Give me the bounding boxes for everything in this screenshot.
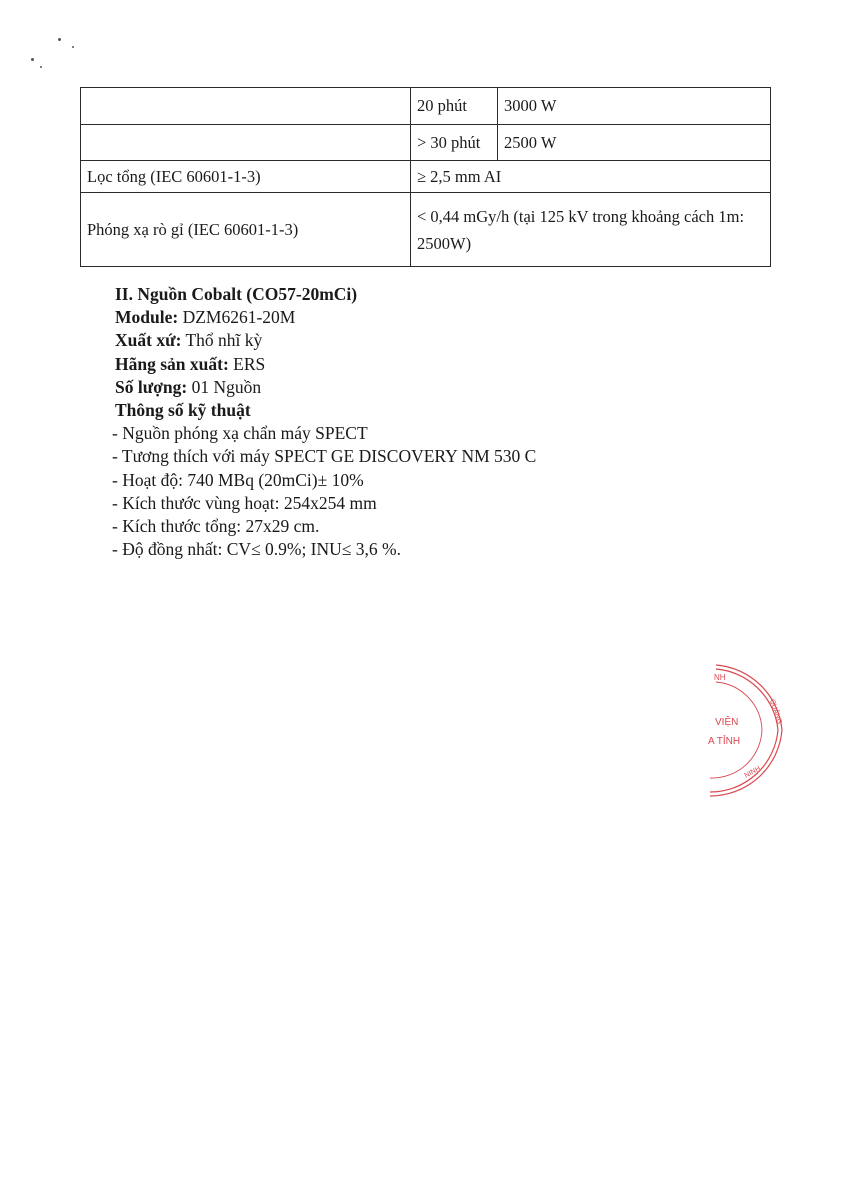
table-row xyxy=(81,193,771,267)
table-cell: < 0,44 mGy/h (tại 125 kV trong khoảng cách 1m: 2500W) xyxy=(411,193,771,267)
seal-text: A TỈNH xyxy=(708,736,741,747)
partial-red-seal xyxy=(700,660,790,800)
module-label: Module: xyxy=(115,307,179,328)
list-item: - Kích thước vùng hoạt: 254x254 mm xyxy=(112,492,377,513)
table-cell: Lọc tổng (IEC 60601-1-3) xyxy=(81,161,411,193)
table-cell: 3000 W xyxy=(498,88,771,125)
table-row xyxy=(81,125,771,161)
table-cell: 20 phút xyxy=(411,88,498,125)
maker-label: Hãng sản xuất: xyxy=(115,353,229,374)
list-item: - Nguồn phóng xạ chẩn máy SPECT xyxy=(112,423,368,444)
seal-text: VIỆN xyxy=(715,717,739,728)
table-row xyxy=(81,161,771,193)
list-item: - Độ đồng nhất: CV≤ 0.9%; INU≤ 3,6 %. xyxy=(112,539,401,560)
maker-value: ERS xyxy=(233,353,266,374)
table-cell: Phóng xạ rò gỉ (IEC 60601-1-3) xyxy=(81,193,411,267)
table-row xyxy=(81,88,771,125)
table-cell: ≥ 2,5 mm AI xyxy=(411,161,771,193)
table-cell: 2500 W xyxy=(498,125,771,161)
quantity-label: Số lượng: xyxy=(115,376,188,397)
scan-speck xyxy=(72,46,74,48)
list-item: - Hoạt độ: 740 MBq (20mCi)± 10% xyxy=(112,469,364,490)
list-item: - Kích thước tổng: 27x29 cm. xyxy=(112,516,320,537)
module-value: DZM6261-20M xyxy=(182,307,296,328)
seal-text: QUẢNG xyxy=(768,698,783,726)
list-item: - Tương thích với máy SPECT GE DISCOVERY NM 530 C xyxy=(112,446,537,467)
table-cell xyxy=(81,88,411,125)
spec-table xyxy=(80,87,771,267)
table-cell xyxy=(81,125,411,161)
origin-label: Xuất xứ: xyxy=(115,330,182,351)
origin-value: Thổ nhĩ kỳ xyxy=(185,330,263,351)
seal-text: NH xyxy=(714,673,726,682)
scan-speck xyxy=(58,38,61,41)
cobalt-source-section xyxy=(112,283,537,561)
seal-text: NINH xyxy=(743,765,762,780)
specs-heading: Thông số kỹ thuật xyxy=(115,400,251,421)
table-cell: > 30 phút xyxy=(411,125,498,161)
specs-list xyxy=(112,422,536,561)
section-heading: II. Nguồn Cobalt (CO57-20mCi) xyxy=(115,284,358,304)
quantity-value: 01 Nguồn xyxy=(191,376,262,397)
scan-speck xyxy=(40,66,42,68)
scan-speck xyxy=(31,58,34,61)
